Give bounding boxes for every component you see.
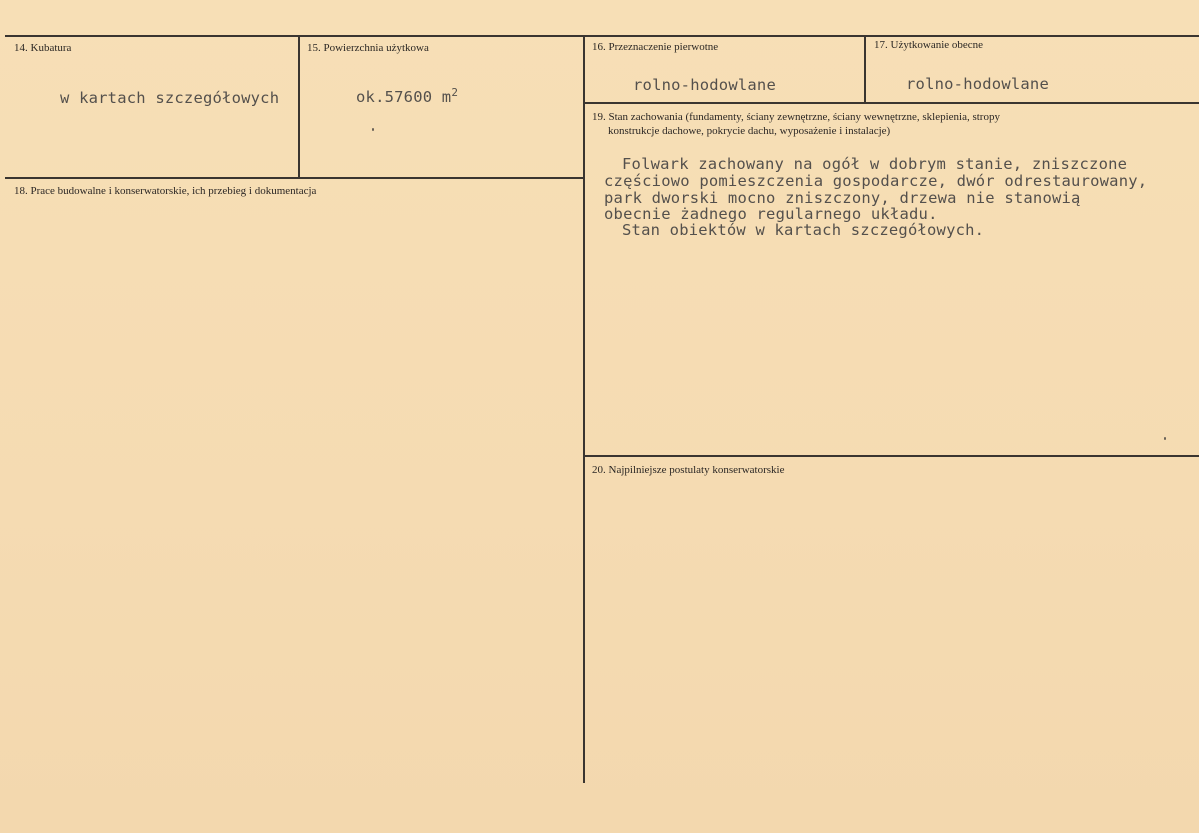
field-19-label-line-2: konstrukcje dachowe, pokrycie dachu, wyposażenie i instalacje) bbox=[608, 125, 891, 137]
field-19-text-line-5: Stan obiektów w kartach szczegółowych. bbox=[622, 221, 985, 239]
field-19-text-line-1: Folwark zachowany na ogół w dobrym stanie, zniszczone bbox=[622, 155, 1128, 173]
field-14-value: w kartach szczegółowych bbox=[60, 89, 280, 107]
field-17-label: 17. Użytkowanie obecne bbox=[874, 39, 984, 51]
rule-above-20 bbox=[585, 455, 1199, 457]
field-16-label: 16. Przeznaczenie pierwotne bbox=[592, 41, 719, 53]
center-divider bbox=[583, 35, 585, 783]
field-19-text-line-2: częściowo pomieszczenia gospodarcze, dwór odrestaurowany, bbox=[604, 172, 1148, 190]
rule-under-16-17 bbox=[585, 102, 1199, 104]
divider-16-17 bbox=[864, 35, 866, 103]
field-15-exponent: 2 bbox=[451, 85, 459, 99]
rule-under-14-15 bbox=[5, 177, 583, 179]
field-15-label: 15. Powierzchnia użytkowa bbox=[307, 42, 429, 54]
field-15-value: ok.57600 m bbox=[356, 88, 452, 106]
field-20-label: 20. Najpilniejsze postulaty konserwatorskie bbox=[592, 464, 785, 476]
top-rule bbox=[5, 35, 1199, 37]
field-19-text-line-3: park dworski mocno zniszczony, drzewa nie stanowią bbox=[604, 189, 1081, 207]
paper-speck bbox=[1164, 437, 1166, 440]
field-14-label: 14. Kubatura bbox=[14, 42, 72, 54]
field-17-value: rolno-hodowlane bbox=[906, 75, 1049, 93]
field-19-text-line-4: obecnie żadnego regularnego układu. bbox=[604, 205, 938, 223]
field-16-value: rolno-hodowlane bbox=[633, 76, 776, 94]
paper-speck bbox=[372, 128, 374, 131]
field-19-label-line-1: 19. Stan zachowania (fundamenty, ściany zewnętrzne, ściany wewnętrzne, sklepienia, stropy bbox=[592, 111, 1000, 123]
field-15-value-wrap bbox=[356, 85, 459, 106]
divider-14-15 bbox=[298, 35, 300, 178]
field-18-label: 18. Prace budowalne i konserwatorskie, ich przebieg i dokumentacja bbox=[14, 185, 317, 197]
